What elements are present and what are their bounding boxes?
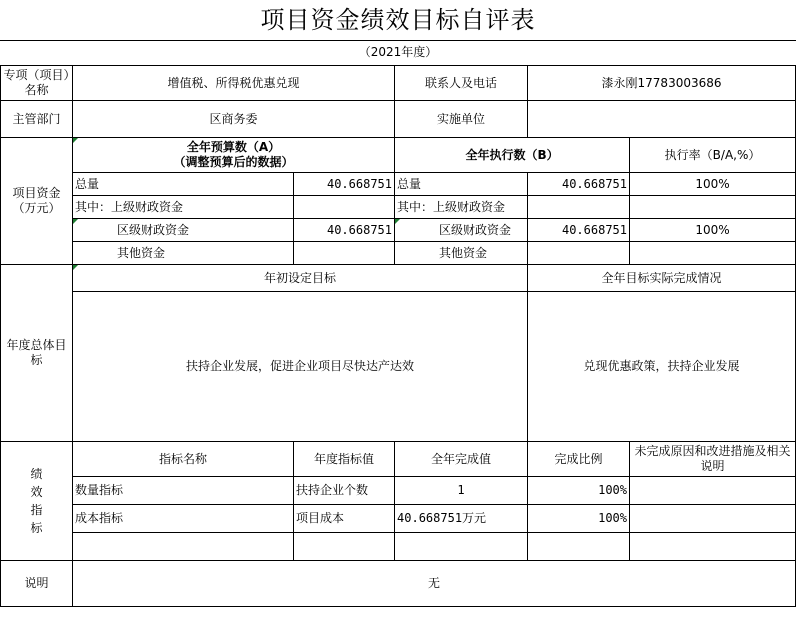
funds-row-budget bbox=[294, 196, 395, 219]
indicator-header-reason: 未完成原因和改进措施及相关说明 bbox=[630, 442, 796, 477]
indicator-ratio: 100% bbox=[528, 477, 630, 505]
dept-value: 区商务委 bbox=[73, 101, 395, 138]
funds-row-rate: 100% bbox=[630, 173, 796, 196]
funds-row-budget bbox=[294, 242, 395, 265]
funds-row-label-text: 区级财政资金 bbox=[117, 222, 190, 237]
indicator-target: 扶持企业个数 bbox=[294, 477, 395, 505]
indicator-header-done: 全年完成值 bbox=[395, 442, 528, 477]
funds-row-exec-label bbox=[395, 219, 528, 242]
funds-row-exec-label: 其中：上级财政资金 bbox=[395, 196, 528, 219]
indicator-done: 40.668751万元 bbox=[395, 505, 528, 533]
title-rule bbox=[0, 40, 796, 41]
funds-row-exec-label-text: 区级财政资金 bbox=[439, 222, 512, 237]
notes-label: 说明 bbox=[1, 561, 73, 607]
exec-header: 全年执行数（B） bbox=[395, 138, 630, 173]
funds-row-rate: 100% bbox=[630, 219, 796, 242]
indicator-reason bbox=[630, 505, 796, 533]
indicator-ratio: 100% bbox=[528, 505, 630, 533]
indicator-header-ratio: 完成比例 bbox=[528, 442, 630, 477]
funds-row bbox=[1, 173, 796, 196]
funds-row-exec-label: 其他资金 bbox=[395, 242, 528, 265]
contact-label: 联系人及电话 bbox=[395, 66, 528, 101]
document-year: （2021年度） bbox=[358, 45, 438, 59]
goals-set-header-text: 年初设定目标 bbox=[264, 270, 337, 285]
funds-row-exec-label: 总量 bbox=[395, 173, 528, 196]
indicator-target: 项目成本 bbox=[294, 505, 395, 533]
funds-row-exec: 40.668751 bbox=[528, 219, 630, 242]
funds-section-label: 项目资金（万元） bbox=[1, 138, 73, 265]
cell-marker-icon bbox=[73, 138, 78, 143]
contact-value: 漆永刚17783003686 bbox=[528, 66, 796, 101]
cell-marker-icon bbox=[73, 219, 78, 224]
goals-set-header bbox=[73, 265, 528, 292]
impl-label: 实施单位 bbox=[395, 101, 528, 138]
indicator-row bbox=[1, 477, 796, 505]
funds-row bbox=[1, 196, 796, 219]
budget-header-line1: 全年预算数（A） bbox=[186, 140, 281, 154]
indicator-name: 数量指标 bbox=[73, 477, 294, 505]
funds-row-label: 其他资金 bbox=[73, 242, 294, 265]
indicator-done: 1 bbox=[395, 477, 528, 505]
goals-actual-header: 全年目标实际完成情况 bbox=[528, 265, 796, 292]
indicator-row bbox=[1, 505, 796, 533]
funds-row bbox=[1, 219, 796, 242]
indicator-target bbox=[294, 533, 395, 561]
indicator-ratio bbox=[528, 533, 630, 561]
indicator-row bbox=[1, 533, 796, 561]
funds-row-label bbox=[73, 219, 294, 242]
project-name-label: 专项（项目）名称 bbox=[1, 66, 73, 101]
funds-row-exec: 40.668751 bbox=[528, 173, 630, 196]
funds-row-exec bbox=[528, 242, 630, 265]
funds-row-label: 其中：上级财政资金 bbox=[73, 196, 294, 219]
rate-header: 执行率（B/A,%） bbox=[630, 138, 796, 173]
funds-row-label: 总量 bbox=[73, 173, 294, 196]
indicator-reason bbox=[630, 477, 796, 505]
self-evaluation-table bbox=[0, 65, 796, 607]
indicator-name: 成本指标 bbox=[73, 505, 294, 533]
cell-marker-icon bbox=[395, 219, 400, 224]
funds-row-rate bbox=[630, 196, 796, 219]
dept-label: 主管部门 bbox=[1, 101, 73, 138]
indicators-section-label-text: 绩效指标 bbox=[30, 467, 43, 535]
indicator-reason bbox=[630, 533, 796, 561]
cell-marker-icon bbox=[73, 265, 78, 270]
indicator-header-name: 指标名称 bbox=[73, 442, 294, 477]
indicator-header-target: 年度指标值 bbox=[294, 442, 395, 477]
funds-row-budget: 40.668751 bbox=[294, 173, 395, 196]
budget-header bbox=[73, 138, 395, 173]
goals-section-label: 年度总体目标 bbox=[1, 265, 73, 442]
indicator-name bbox=[73, 533, 294, 561]
indicator-done bbox=[395, 533, 528, 561]
goals-actual-text: 兑现优惠政策，扶持企业发展 bbox=[528, 292, 796, 442]
funds-row-rate bbox=[630, 242, 796, 265]
goals-set-text: 扶持企业发展，促进企业项目尽快达产达效 bbox=[73, 292, 528, 442]
impl-value bbox=[528, 101, 796, 138]
document-title: 项目资金绩效目标自评表 bbox=[260, 6, 536, 34]
funds-row-exec bbox=[528, 196, 630, 219]
budget-header-line2: （调整预算后的数据） bbox=[173, 155, 294, 169]
indicators-section-label bbox=[1, 442, 73, 561]
funds-row bbox=[1, 242, 796, 265]
notes-value: 无 bbox=[73, 561, 796, 607]
project-name-value: 增值税、所得税优惠兑现 bbox=[73, 66, 395, 101]
funds-row-budget: 40.668751 bbox=[294, 219, 395, 242]
